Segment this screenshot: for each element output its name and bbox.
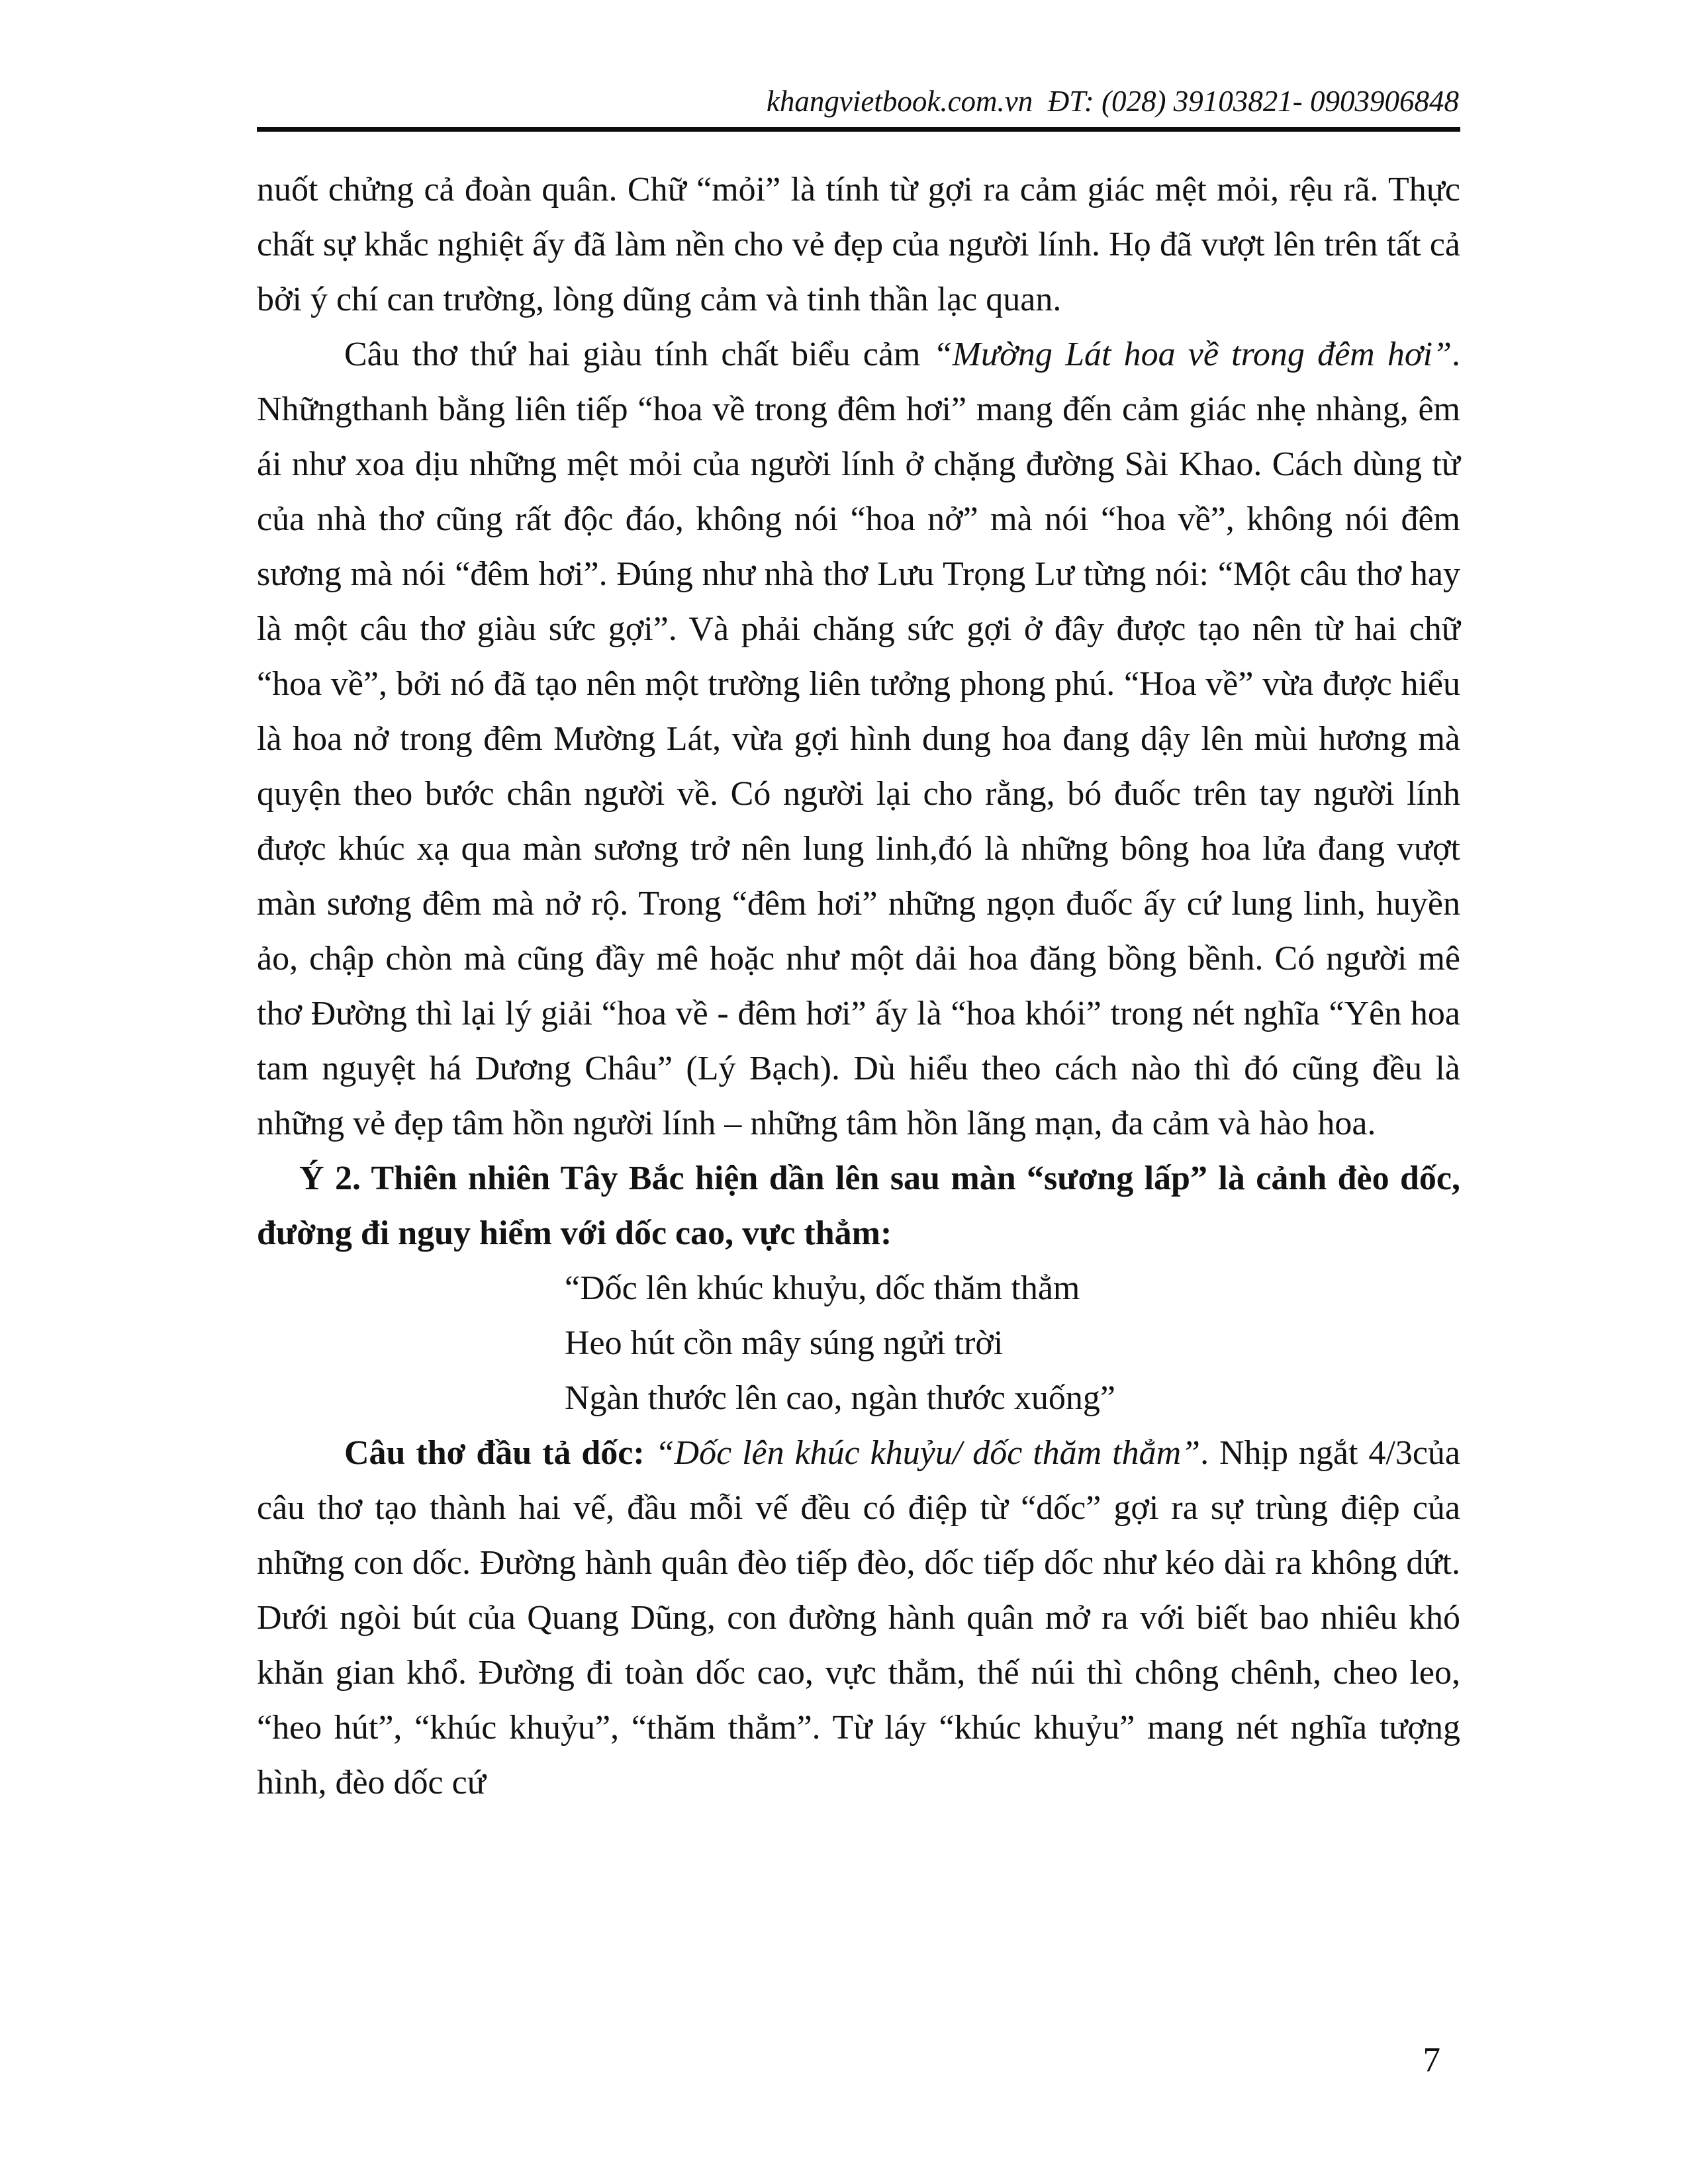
quoted-verse-inline: “Dốc lên khúc khuỷu/ dốc thăm thẳm” bbox=[655, 1434, 1201, 1472]
verse-line: Ngàn thước lên cao, ngàn thước xuống” bbox=[565, 1379, 1115, 1417]
heading-text: Ý 2. Thiên nhiên Tây Bắc hiện dần lên sau màn “sương lấp” là cảnh đèo dốc, đường đi nguy hiểm với dốc cao, vực thẳm: bbox=[257, 1160, 1460, 1252]
paragraph-text: nuốt chửng cả đoàn quân. Chữ “mỏi” là tính từ gợi ra cảm giác mệt mỏi, rệu rã. Thực chất sự khắc nghiệt ấy đã làm nền cho vẻ đẹp của người lính. Họ đã vượt lên trên tất cả bởi ý chí can trường, lòng dũng cảm và tinh thần lạc quan. bbox=[257, 171, 1460, 318]
text-column bbox=[257, 0, 1460, 1810]
section-heading-y2 bbox=[257, 1151, 1460, 1261]
paragraph-lead-bold: Câu thơ đầu tả dốc: bbox=[344, 1434, 655, 1472]
paragraph-text: Câu thơ thứ hai giàu tính chất biểu cảm bbox=[344, 336, 933, 373]
verse-line: Heo hút cồn mây súng ngửi trời bbox=[565, 1324, 1004, 1362]
document-body bbox=[257, 162, 1460, 1810]
paragraph-cau-tho-dau-ta-doc bbox=[257, 1426, 1460, 1810]
paragraph-continuation bbox=[257, 162, 1460, 327]
page-number: 7 bbox=[1423, 2041, 1440, 2079]
running-header: khangvietbook.com.vn ĐT: (028) 39103821- 0903906848 bbox=[766, 85, 1459, 118]
verse-line: “Dốc lên khúc khuỷu, dốc thăm thẳm bbox=[565, 1269, 1080, 1307]
paragraph-cau-tho-thu-hai bbox=[257, 327, 1460, 1151]
quoted-verse-inline: “Mường Lát hoa về trong đêm hơi” bbox=[933, 336, 1452, 373]
poem-block-quote bbox=[257, 1261, 1460, 1426]
header-rule bbox=[257, 127, 1460, 132]
paragraph-text: . Nhữngthanh bằng liên tiếp “hoa về trong đêm hơi” mang đến cảm giác nhẹ nhàng, êm ái như xoa dịu những mệt mỏi của người lính ở chặng đường Sài Khao. Cách dùng từ của nhà thơ cũng rất độc đáo, không nói “hoa nở” mà nói “hoa về”, không nói đêm sương mà nói “đêm hơi”. Đúng như nhà thơ Lưu Trọng Lư từng nói: “Một câu thơ hay là một câu thơ giàu sức gợi”. Và phải chăng sức gợi ở đây được tạo nên từ hai chữ “hoa về”, bởi nó đã tạo nên một trường liên tưởng phong phú. “Hoa về” vừa được hiểu là hoa nở trong đêm Mường Lát, vừa gợi hình dung hoa đang dậy lên mùi hương mà quyện theo bước chân người về. Có người lại cho rằng, bó đuốc trên tay người lính được khúc xạ qua màn sương trở nên lung linh,đó là những bông hoa lửa đang vượt màn sương đêm mà nở rộ. Trong “đêm hơi” những ngọn đuốc ấy cứ lung linh, huyền ảo, chập chòn mà cũng đầy mê hoặc như một dải hoa đăng bồng bềnh. Có người mê thơ Đường thì lại lý giải “hoa về - đêm hơi” ấy là “hoa khói” trong nét nghĩa “Yên hoa tam nguyệt há Dương Châu” (Lý Bạch). Dù hiểu theo cách nào thì đó cũng đều là những vẻ đẹp tâm hồn người lính – những tâm hồn lãng mạn, đa cảm và hào hoa. bbox=[257, 336, 1460, 1142]
paragraph-text: . Nhịp ngắt 4/3của câu thơ tạo thành hai vế, đầu mỗi vế đều có điệp từ “dốc” gợi ra sự trùng điệp của những con dốc. Đường hành quân đèo tiếp đèo, dốc tiếp dốc như kéo dài ra không dứt. Dưới ngòi bút của Quang Dũng, con đường hành quân mở ra với biết bao nhiêu khó khăn gian khổ. Đường đi toàn dốc cao, vực thẳm, thế núi thì chông chênh, cheo leo, “heo hút”, “khúc khuỷu”, “thăm thẳm”. Từ láy “khúc khuỷu” mang nét nghĩa tượng hình, đèo dốc cứ bbox=[257, 1434, 1460, 1801]
